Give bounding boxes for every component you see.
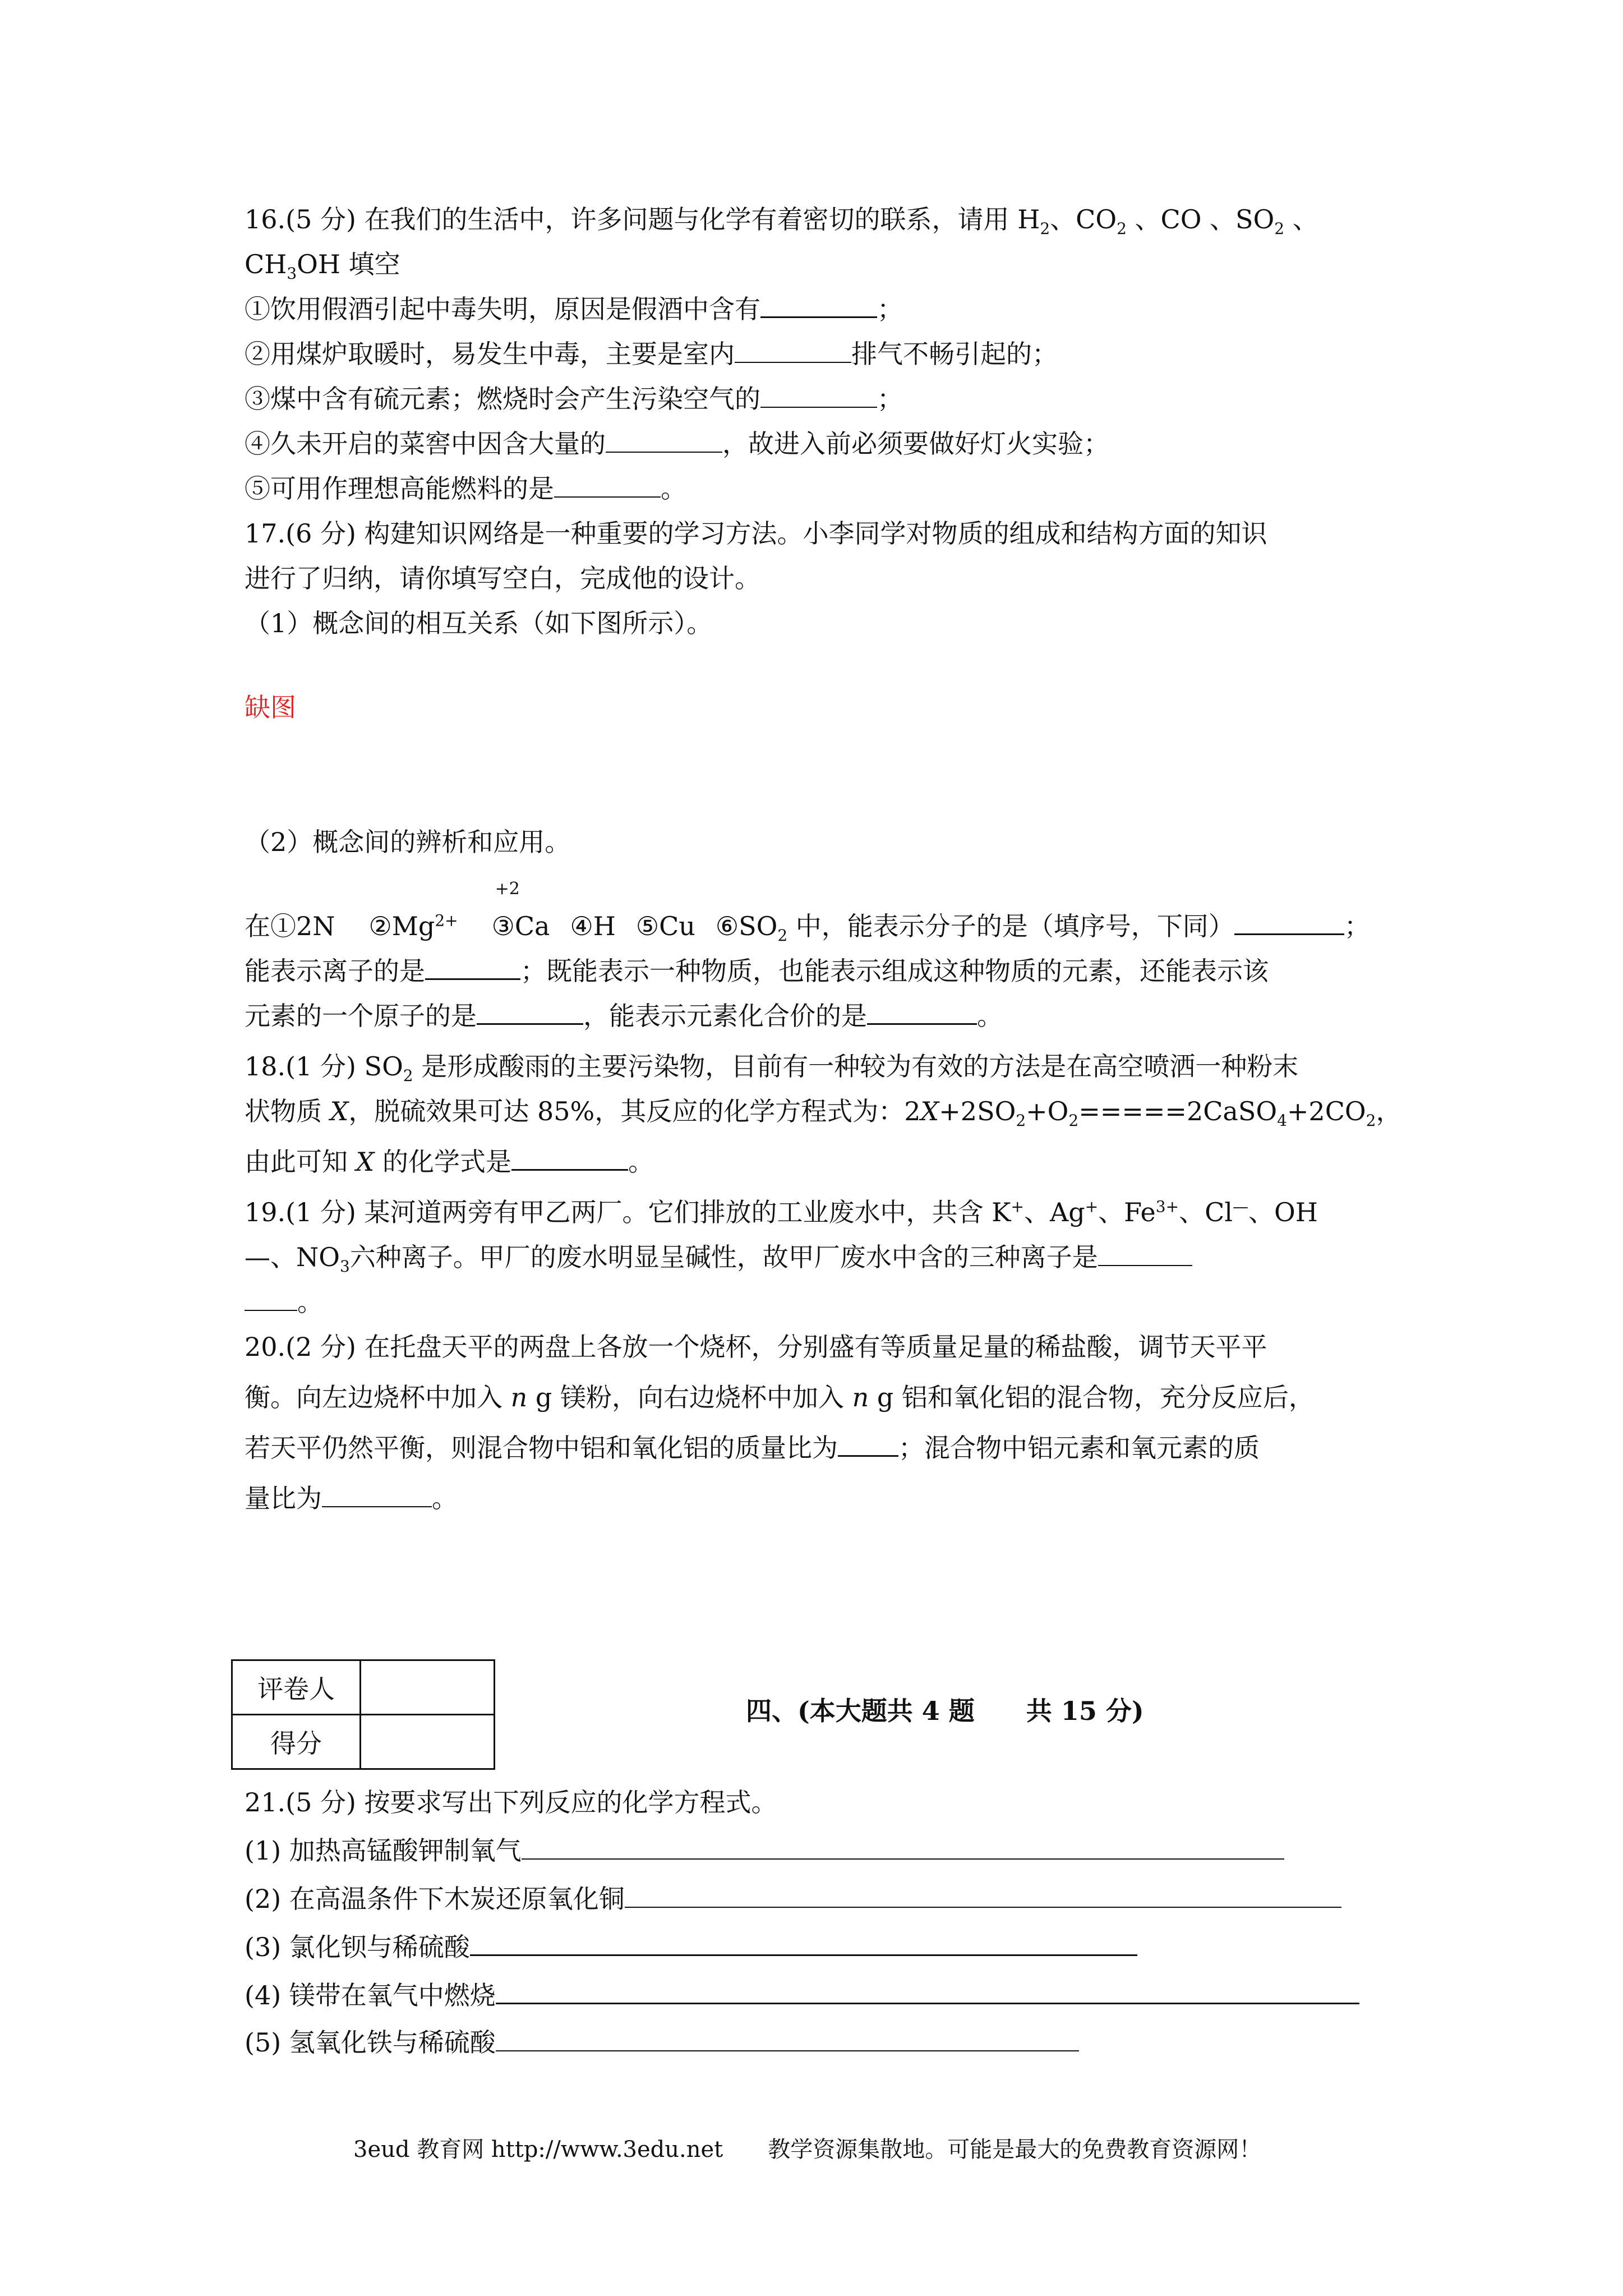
q20-line-1: 20.(2 分) 在托盘天平的两盘上各放一个烧杯，分别盛有等质量足量的稀盐酸，调节天平平 (245, 1332, 1267, 1362)
q19-line-3: 。 (245, 1289, 323, 1315)
q16-line-1: 16.(5 分) 在我们的生活中，许多问题与化学有着密切的联系，请用 $H_2$、$CO_2$ 、CO 、$SO_2$ 、 (245, 204, 1318, 238)
answer-blank[interactable] (838, 1438, 898, 1457)
q20-line-3: 若天平仍然平衡，则混合物中铝和氧化铝的质量比为 ；混合物中铝元素和氧元素的质 (245, 1433, 1260, 1463)
q17-part-1: （1）概念间的相互关系（如下图所示）。 (245, 608, 713, 638)
answer-blank[interactable] (867, 1006, 977, 1025)
q16-item-1: ①饮用假酒引起中毒失明，原因是假酒中含有 ； (245, 294, 903, 324)
answer-blank[interactable] (511, 1152, 628, 1171)
q20-line-2: 衡。向左边烧杯中加入 n g 镁粉，向右边烧杯中加入 n g 铝和氧化铝的混合物，充分反应后， (245, 1382, 1315, 1412)
q17-line-2: 进行了归纳，请你填写空白，完成他的设计。 (245, 563, 760, 593)
q17-part-2: （2）概念间的辨析和应用。 (245, 827, 571, 857)
answer-blank[interactable] (606, 435, 722, 453)
q17-options-line: 在①2N $②Mg^{2+}$ +2 ③Ca ④H ⑤Cu $⑥SO_2$ 中，能表示分子的是（填序号，下同） ； (245, 879, 1370, 945)
q17-line-ions: 能表示离子的是 ；既能表示一种物质，也能表示组成这种物质的元素，还能表示该 (245, 956, 1269, 986)
answer-blank[interactable] (522, 1842, 1284, 1860)
q20-line-4: 量比为 。 (245, 1483, 458, 1513)
grader-label: 评卷人 (232, 1660, 361, 1715)
missing-figure-note: 缺图 (245, 692, 296, 723)
answer-blank[interactable] (425, 961, 520, 980)
answer-blank[interactable] (760, 390, 877, 408)
valence-ca: +2 ③Ca (491, 879, 550, 941)
page-footer: 3eud 教育网 http://www.3edu.net 教学资源集散地。可能是最大的免费教育资源网！ (353, 2137, 1262, 2162)
q19-line-1: 19.(1 分) 某河道两旁有甲乙两厂。它们排放的工业废水中，共含 K+、Ag+、$Fe^{3+}$、Cl—、OH (245, 1197, 1318, 1227)
q16-line-2: $CH_3OH$ 填空 (245, 249, 400, 283)
grader-table (231, 1659, 495, 1770)
q21-item-1: (1) 加热高锰酸钾制氧气 (245, 1838, 1284, 1864)
answer-blank[interactable] (496, 2033, 1079, 2051)
section-heading: 四、(本大题共 4 题 共 15 分) (746, 1696, 1144, 1726)
q17-line-atom: 元素的一个原子的是 ，能表示元素化合价的是 。 (245, 1001, 1003, 1031)
answer-blank[interactable] (735, 345, 851, 363)
answer-blank[interactable] (496, 1986, 1359, 2004)
answer-blank[interactable] (322, 1489, 432, 1507)
q21-item-5: (5) 氢氧化铁与稀硫酸 (245, 2030, 1079, 2055)
q18-line-3: 由此可知 X 的化学式是 。 (245, 1147, 654, 1177)
score-label: 得分 (232, 1715, 361, 1769)
q16-item-2: ②用煤炉取暖时，易发生中毒，主要是室内 排气不畅引起的； (245, 339, 1058, 369)
q18-line-1: 18.(1 分) $SO_2$ 是形成酸雨的主要污染物，目前有一种较为有效的方法是在高空喷洒一种粉末 (245, 1051, 1299, 1085)
q21-item-2: (2) 在高温条件下木炭还原氧化铜 (245, 1886, 1341, 1912)
score-field[interactable] (361, 1715, 495, 1769)
answer-blank[interactable] (554, 480, 661, 498)
q21-item-3: (3) 氯化钡与稀硫酸 (245, 1934, 1137, 1960)
answer-blank[interactable] (470, 1938, 1137, 1956)
q21-item-4: (4) 镁带在氧气中燃烧 (245, 1982, 1359, 2008)
q17-line-1: 17.(6 分) 构建知识网络是一种重要的学习方法。小李同学对物质的组成和结构方面的知识 (245, 518, 1267, 549)
q16-item-4: ④久未开启的菜窖中因含大量的 ，故进入前必须要做好灯火实验； (245, 429, 1109, 459)
answer-blank[interactable] (1098, 1248, 1192, 1266)
q21-heading: 21.(5 分) 按要求写出下列反应的化学方程式。 (245, 1787, 777, 1818)
answer-blank[interactable] (477, 1006, 583, 1025)
answer-blank[interactable] (245, 1293, 297, 1311)
q19-line-2: —、$NO_3$六种离子。甲厂的废水明显呈碱性，故甲厂废水中含的三种离子是 (245, 1244, 1192, 1270)
q18-line-2: 状物质 X，脱硫效果可达 85%，其反应的化学方程式为：$2X+2SO_2+O_2=====2CaSO_4+2CO_2$， (245, 1096, 1402, 1130)
grader-field[interactable] (361, 1660, 495, 1715)
answer-blank[interactable] (760, 300, 877, 318)
q16-item-3: ③煤中含有硫元素；燃烧时会产生污染空气的 ； (245, 384, 903, 414)
q16-item-5: ⑤可用作理想高能燃料的是 。 (245, 473, 686, 504)
answer-blank[interactable] (1234, 917, 1344, 935)
answer-blank[interactable] (625, 1890, 1341, 1908)
